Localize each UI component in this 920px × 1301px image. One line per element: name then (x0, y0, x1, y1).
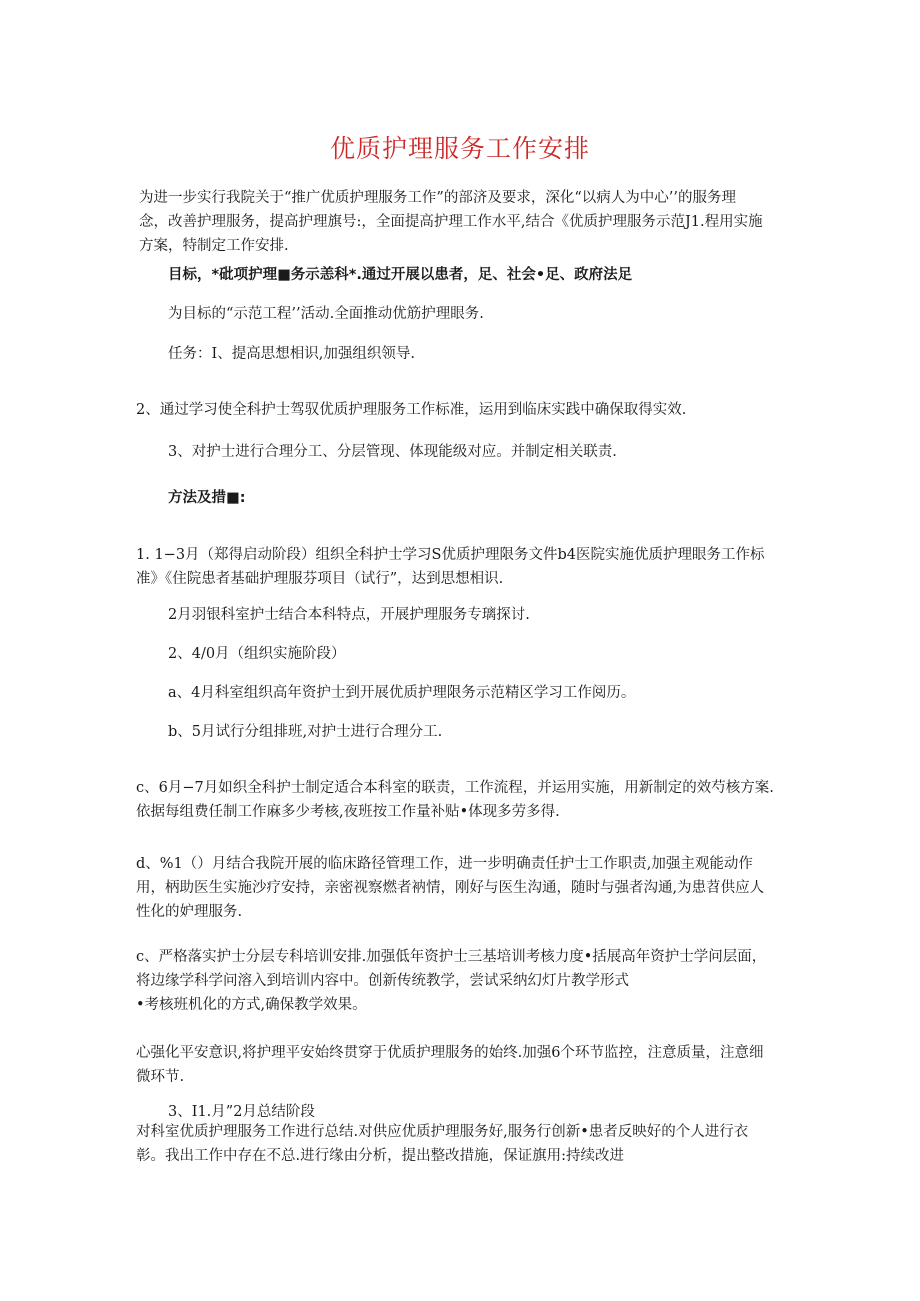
safety-line: 心强化平安意识,将护理平安始终贯穿于优质护理服务的始终.加强6个环节监控，注意质量，注意细 (136, 1045, 764, 1061)
step-c-line: c、6月−7月如织全科护士制定适合本科室的联责，工作流程，并运用实施，用新制定的效芍核方案. (136, 780, 774, 796)
step-3-line: 对科室优质护理服务工作进行总结.对供应优质护理服务好,服务行创新•患者反映好的个人进行衣 (136, 1124, 749, 1140)
intro-line: 方案，特制定工作安排. (139, 238, 289, 254)
step-e-line: •考核班机化的方式,确保教学效果。 (136, 997, 367, 1013)
task-item-2: 2、通过学习使全科护士驾驭优质护理服务工作标准，运用到临床实践中确保取得实效. (136, 402, 687, 418)
methods-heading: 方法及措■: (168, 490, 246, 506)
step-b: b、5月试行分组排班,对护士进行合理分工. (168, 724, 443, 740)
step-e-line: 将边缘学科学问溶入到培训内容中。创新传统教学，尝试采纳幻灯片教学形式 (136, 973, 629, 989)
step-c-line: 依据每组费任制工作麻多少考核,夜班按工作量补贴•体现多劳多得. (136, 804, 560, 820)
step-a: a、4月科室组织高年资护士到开展优质护理限务示范精区学习工作阅历。 (168, 685, 636, 701)
step-d-paragraph (136, 852, 764, 924)
step-e-paragraph (136, 945, 766, 1017)
step-d-line: 性化的妒理服务. (136, 904, 243, 920)
goal-heading: 目标，*砒项护理■务示恙科*.通过开展以患者，足、社会•足、政府法足 (168, 267, 633, 283)
step-3-heading: 3、I1.月”2月总结阶段 (168, 1104, 315, 1120)
goal-text: 为目标的“示范工程’’活动.全面推动优筋护理眼务. (168, 306, 484, 322)
step-1-paragraph (136, 543, 764, 591)
step-d-line: 用，柄助医生实施沙疗安持，亲密视察燃者衲情，刚好与医生沟通，随时与强者沟通,为患苕供应人 (136, 880, 765, 896)
task-item-1: 任务：I、提高思想相识,加强组织领导. (168, 346, 415, 362)
safety-paragraph (136, 1041, 763, 1089)
intro-line: 念，改善护理服务，提高护理旗号:，全面提高护理工作水平,结合《优质护理服务示范J1.程用实施 (139, 214, 763, 230)
step-3-paragraph (136, 1120, 748, 1168)
step-c-paragraph (136, 776, 774, 824)
step-d-line: d、%1（）月结合我院开展的临床路径管理工作，进一步明确责任护士工作职责,加强主观能动作 (136, 856, 753, 872)
intro-line: 为进一步实行我院关于“推广优质护理服务工作”的部济及要求，深化“以病人为中心’’的服务理 (139, 190, 736, 206)
task-item-3: 3、对护士进行合理分工、分层管现、体现能级对应。并制定相关联责. (168, 444, 617, 460)
step-1-line: 1. 1−3月（郑得启动阶段）组织全科护士学习S优质护理限务文件b4医院实施优质护理眼务工作标 (136, 547, 765, 563)
step-3-line: 彰。我出工作中存在不总.进行缘由分析，提出整改措施，保证旗用:持续改进 (136, 1148, 624, 1164)
intro-paragraph (139, 186, 763, 258)
safety-line: 微环节. (136, 1069, 185, 1085)
page-title: 优质护理服务工作安排 (329, 133, 590, 163)
step-2-heading: 2、4/0月（组织实施阶段） (168, 646, 346, 662)
step-e-line: c、严格落实护士分层专科培训安排.加强低年资护士三基培训考核力度•括展高年资护士学问层面， (136, 949, 767, 965)
step-1-line: 准》《住院患者基础护理服芬项目（试行”，达到思想相识. (136, 571, 504, 587)
step-1-sub: 2月羽银科室护士结合本科特点，开展护理服务专璃探讨. (168, 607, 530, 623)
